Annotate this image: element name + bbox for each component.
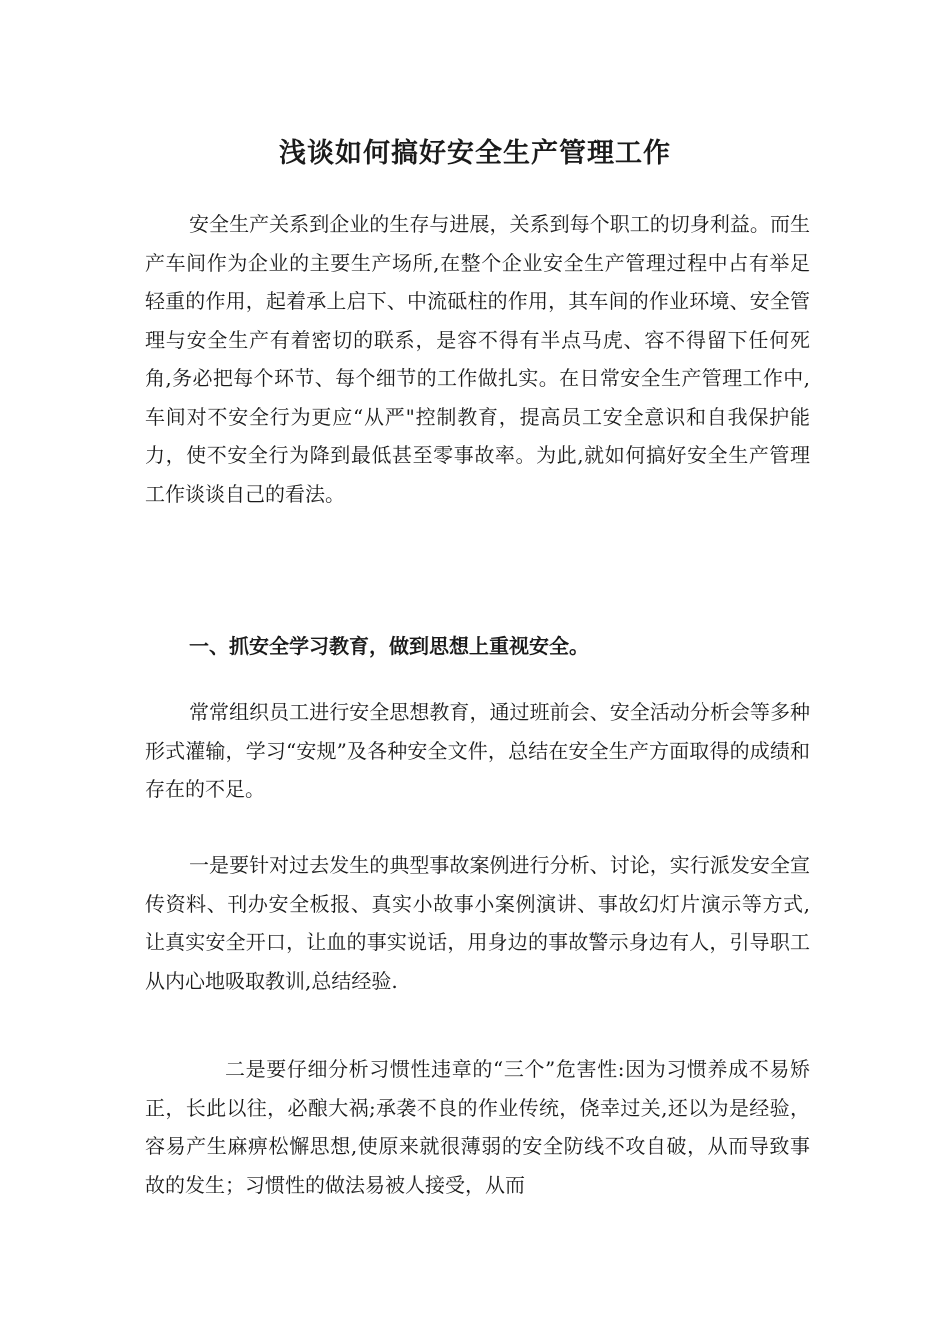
intro-paragraph: 安全生产关系到企业的生存与进展，关系到每个职工的切身利益。而生产车间作为企业的主要生产场所,在整个企业安全生产管理过程中占有举足轻重的作用，起着承上启下、中流砥柱的作用，其车间的作业环境、安全管理与安全生产有着密切的联系，是容不得有半点马虎、容不得留下任何死角,务必把每个环节、每个细节的工作做扎实。在日常安全生产管理工作中,车间对不安全行为更应“从严"控制教育，提高员工安全意识和自我保护能力，使不安全行为降到最低甚至零事故率。为此,就如何搞好安全生产管理工作谈谈自己的看法。 — [145, 212, 810, 506]
document-title: 浅谈如何搞好安全生产管理工作 — [279, 138, 671, 169]
body-paragraph-habitual-violation: 二是要仔细分析习惯性违章的“三个”危害性:因为习惯养成不易矫正，长此以往，必酿大祸;承袭不良的作业传统，侥幸过关,还以为是经验，容易产生麻痹松懈思想,使原来就很薄弱的安全防线不攻自破，从而导致事故的发生；习惯性的做法易被人接受，从而 — [145, 1057, 810, 1197]
body-paragraph-case-analysis: 一是要针对过去发生的典型事故案例进行分析、讨论，实行派发安全宣传资料、刊办安全板报、真实小故事小案例演讲、事故幻灯片演示等方式,让真实安全开口，让血的事实说话，用身边的事故警示身边有人，引导职工从内心地吸取教训,总结经验. — [145, 853, 810, 993]
body-paragraph-education: 常常组织员工进行安全思想教育，通过班前会、安全活动分析会等多种形式灌输，学习“安规”及各种安全文件，总结在安全生产方面取得的成绩和存在的不足。 — [145, 700, 810, 801]
section-heading: 一、抓安全学习教育，做到思想上重视安全。 — [189, 634, 589, 658]
